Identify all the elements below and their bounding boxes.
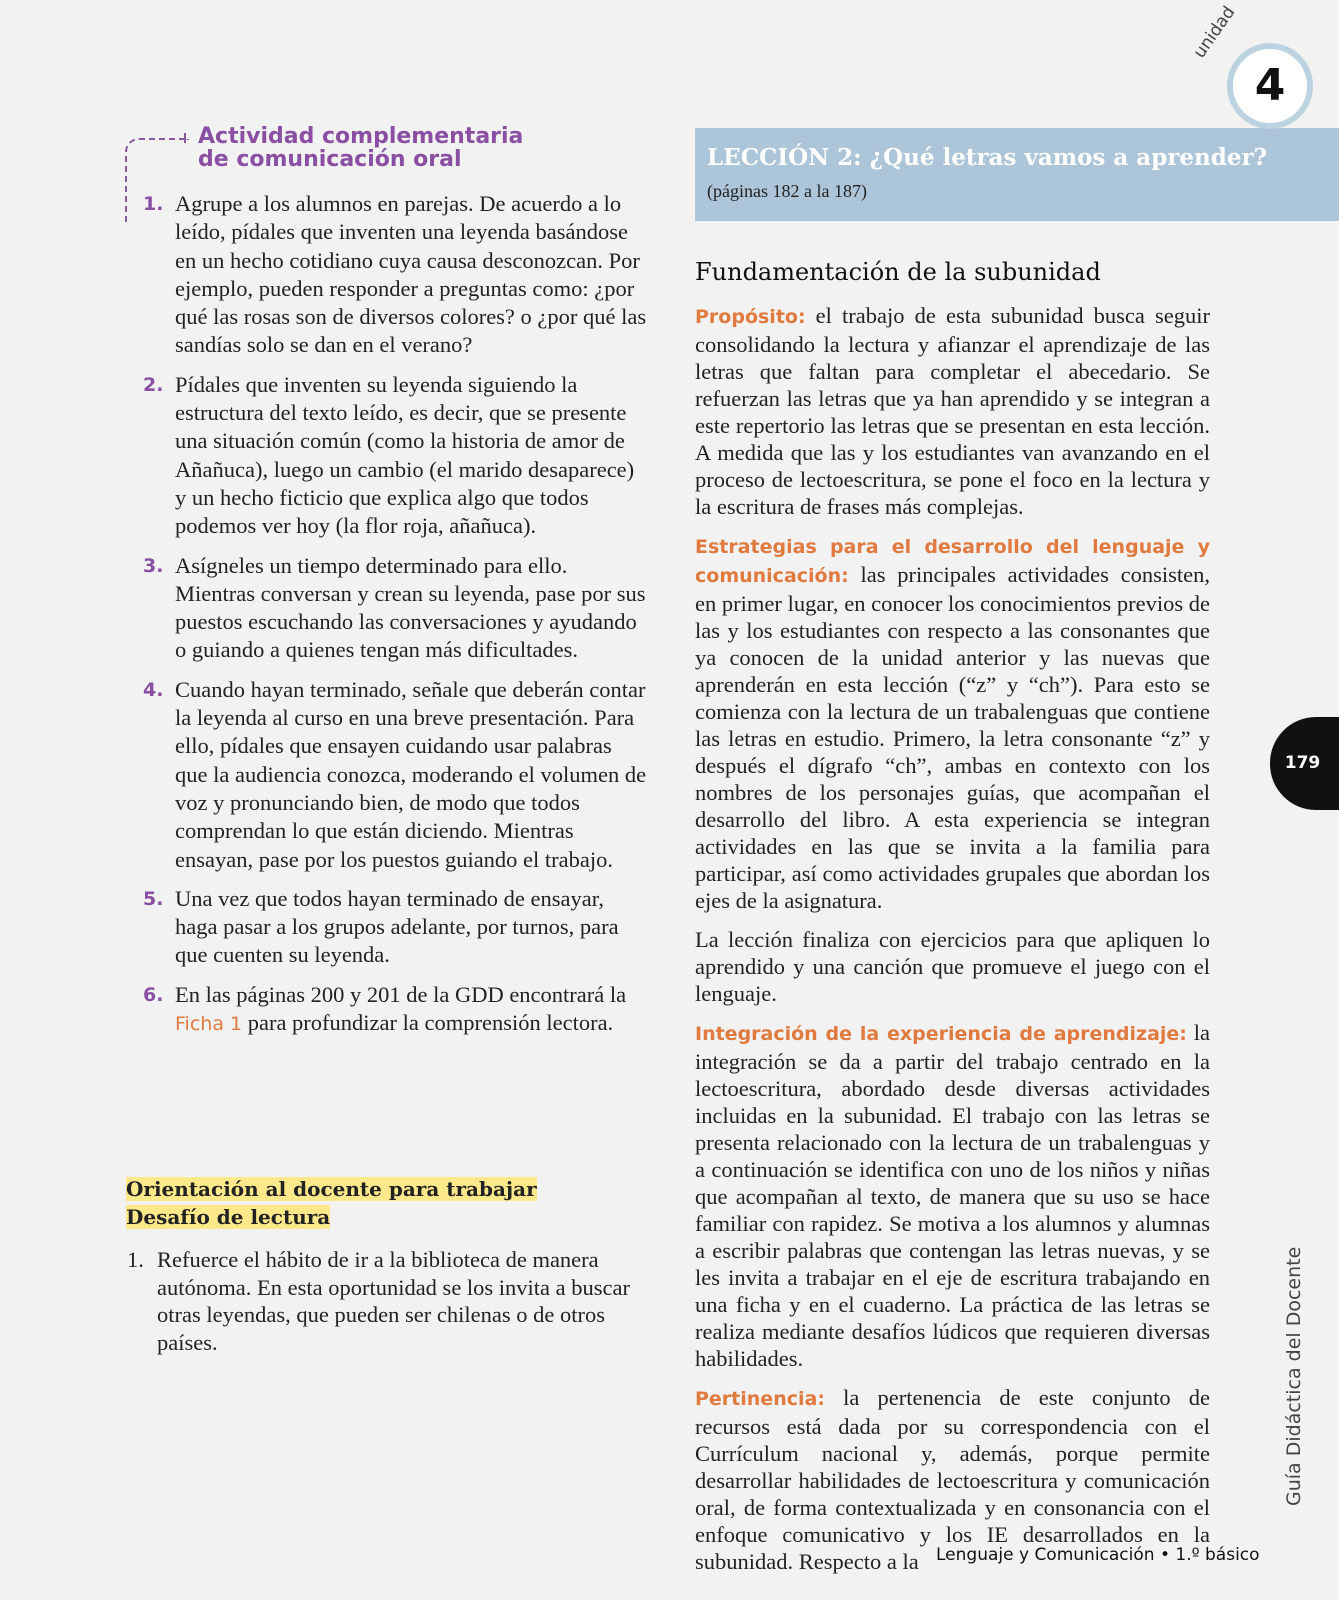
ficha-reference: Ficha 1	[175, 1013, 243, 1036]
list-item: 1. Agrupe a los alumnos en parejas. De acuerdo a lo leído, pídales que inventen una leyenda basándose en un hecho cotidiano cuya causa desconozcan. Por ejemplo, pueden responder a preguntas como: ¿por qué las rosas son de diversos colores? o ¿por qué las sandías solo se dan en el verano?	[143, 191, 647, 358]
list-item: 6. En las páginas 200 y 201 de la GDD encontrará la Ficha 1 para profundizar la comprensión lectora.	[143, 981, 627, 1036]
lesson-pages: (páginas 182 a la 187)	[707, 181, 867, 201]
lesson-title: LECCIÓN 2: ¿Qué letras vamos a aprender?	[707, 144, 1268, 171]
list-item: 4. Cuando hayan terminado, señale que deberán contar la leyenda al curso en una breve presentación. Para ello, pídales que ensayen cuidando usar palabras que la audiencia conozca, moderando el volumen de voz y pronunciando bien, de modo que todos comprendan lo que están diciendo. Mientras ensayan, pase por los puestos guiando el trabajo.	[143, 676, 647, 872]
list-item: 5. Una vez que todos hayan terminado de ensayar, haga pasar a los grupos adelante, por turnos, para que cuenten su leyenda.	[143, 885, 619, 968]
orientation-title: Orientación al docente para trabajar Desafío de lectura	[126, 1177, 537, 1229]
footer: Lenguaje y Comunicación • 1.º básico	[936, 1545, 1260, 1565]
list-item: 1. Refuerce el hábito de ir a la biblioteca de manera autónoma. En esta oportunidad se los invita a buscar otras leyendas, que pueden ser chilenas o de otros países.	[127, 1247, 631, 1355]
activity-list	[143, 190, 648, 1049]
side-guide-label: Guía Didáctica del Docente	[1283, 1246, 1305, 1506]
page-number: 179	[1284, 753, 1321, 773]
activity-title: Actividad complementaria de comunicación oral	[198, 124, 524, 172]
paragraph-cierre: La lección finaliza con ejercicios para que apliquen lo aprendido y una canción que promueve el juego con el lenguaje.	[695, 927, 1210, 1006]
unit-label: unidad	[1189, 2, 1240, 63]
orientation-list	[127, 1246, 647, 1356]
paragraph-estrategias: Estrategias para el desarrollo del lenguaje y comunicación: las principales actividades consisten, en primer lugar, en conocer los conocimientos previos de las y los estudiantes con respecto a las consonantes que ya conocen de la unidad anterior y las nuevas que aprenderán en esta lección (“z” y “ch”). Para esto se comienza con la lectura de un trabalenguas que contiene las letras en estudio. Primero, la letra consonante “z” y después el dígrafo “ch”, ambas en contexto con los nombres de los personajes guías, que acompañan el desarrollo del libro. A esta experiencia se integran actividades en las que se invita a la familia para participar, así como actividades grupales que abordan los ejes de la asignatura.	[695, 536, 1210, 913]
fundamentacion-body	[695, 302, 1210, 1587]
lesson-banner	[695, 128, 1339, 221]
paragraph-proposito: Propósito: el trabajo de esta subunidad busca seguir consolidando la lectura y afianzar el aprendizaje de las letras que faltan para completar el abecedario. Se refuerzan las letras que ya han aprendido y se integran a este repertorio las letras que se presentan en esta lección. A medida que las y los estudiantes van avanzando en el proceso de lectoescritura, se pone el foco en la lectura y la escritura de frases más complejas.	[695, 303, 1210, 519]
paragraph-pertinencia: Pertinencia: la pertenencia de este conjunto de recursos está dada por su correspondencia con el Currículum nacional y, además, porque permite desarrollar habilidades de lectoescritura y comunicación oral, de forma contextualizada y en consonancia con el enfoque comunicativo y los IE desarrollados en la subunidad. Respecto a la	[695, 1385, 1210, 1574]
paragraph-integracion: Integración de la experiencia de aprendizaje: la integración se da a partir del trabajo centrado en la lectoescritura, abordado desde diversas actividades incluidas en la subunidad. El trabajo con las letras se presenta relacionado con la lectura de un trabalenguas y a continuación se identifica con uno de los niños y niñas que acompañan al texto, de manera que su uso se hace familiar con rapidez. Se motiva a los alumnos y alumnas a escribir palabras que contengan las letras nuevas, y se les invita a trabajar en el eje de escritura trabajando en una ficha y en el cuaderno. La práctica de las letras se realiza mediante desafíos lúdicos que requieren diversas habilidades.	[695, 1020, 1210, 1371]
list-item: 3. Asígneles un tiempo determinado para ello. Mientras conversan y crean su leyenda, pase por sus puestos escuchando las conversaciones y ayudando o guiando a quienes tengan más dificultades.	[143, 552, 646, 663]
unit-number: 4	[1254, 60, 1286, 111]
activity-bracket-tick	[184, 133, 186, 143]
section-heading: Fundamentación de la subunidad	[695, 258, 1101, 286]
list-item: 2. Pídales que inventen su leyenda siguiendo la estructura del texto leído, es decir, que se presente una situación común (como la historia de amor de Añañuca), luego un cambio (el marido desaparece) y un hecho ficticio que explica algo que todos podemos ver hoy (la flor roja, añañuca).	[143, 371, 635, 539]
